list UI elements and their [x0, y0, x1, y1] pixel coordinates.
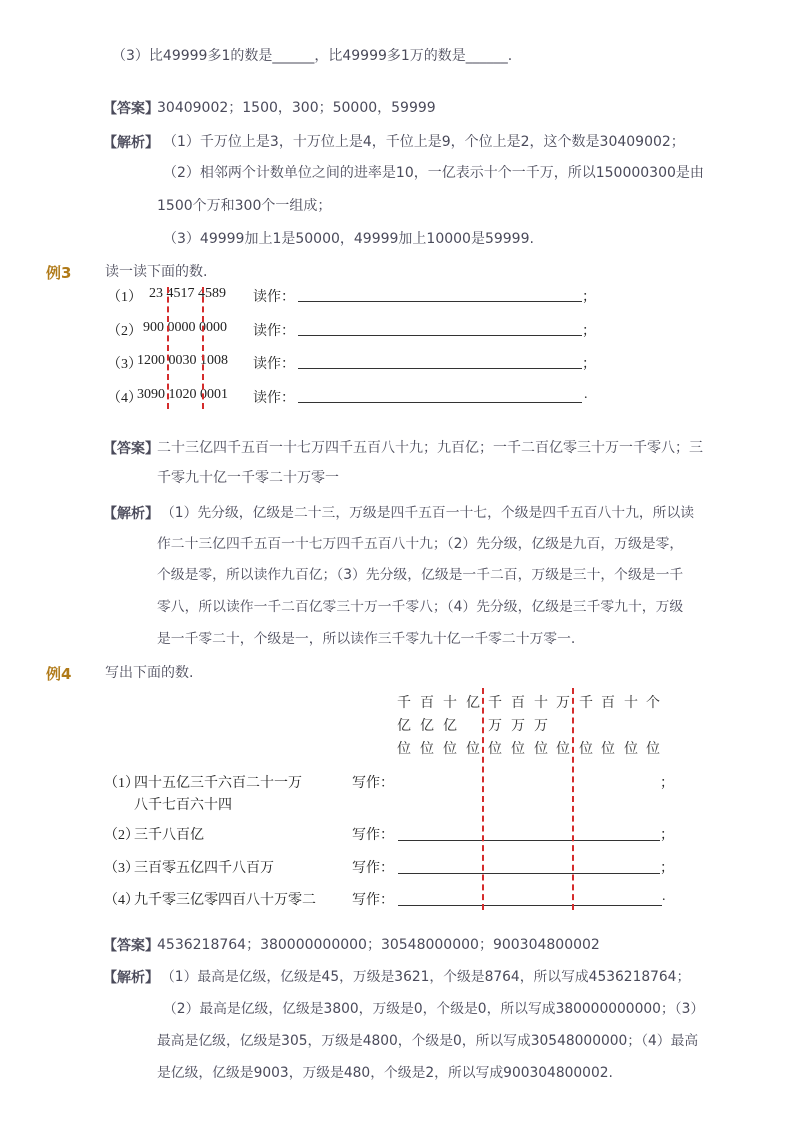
analysis-line: 零八，所以读作一千二百亿零三十万一千零八；（4）先分级，亿级是三千零九十，万级 [157, 599, 684, 615]
question-3-text: （3）比49999多1的数是______，比49999多1万的数是______. [112, 48, 513, 64]
answer-blank-line [398, 873, 660, 874]
place-header-char: 亿 [397, 719, 411, 734]
answer-line: 千零九十亿一千零二十万零一 [157, 470, 339, 486]
place-header-char: 十 [624, 696, 638, 711]
ex4-item-text: 八千七百六十四 [134, 798, 232, 813]
analysis-line: 1500个万和300个一组成； [157, 198, 332, 214]
place-header-char: 十 [443, 696, 457, 711]
ex4-item-text: 四十五亿三千六百二十一万 [134, 776, 302, 791]
place-header-char: 万 [534, 719, 548, 734]
ex4-item-num: （1） [104, 776, 139, 791]
example-4-prompt: 写出下面的数. [105, 665, 194, 681]
analysis-line: 作二十三亿四千五百一十七万四千五百八十九；（2）先分级，亿级是九百，万级是零， [157, 536, 684, 552]
ex4-item-write-label: 写作： [352, 893, 394, 908]
analysis-line: 是亿级，亿级是9003，万级是480，个级是2，所以写成900304800002. [157, 1065, 613, 1081]
ex4-item-text: 三千八百亿 [134, 828, 204, 843]
answer-blank-line [398, 905, 662, 906]
place-header-char: 十 [534, 696, 548, 711]
place-header-char: 位 [420, 742, 434, 757]
place-header-char: 百 [601, 696, 615, 711]
ex4-item-end: ； [660, 861, 674, 876]
place-header-char: 位 [534, 742, 548, 757]
answer-text: 4536218764；380000000000；30548000000；900304800002 [157, 937, 600, 953]
ex3-item-end: . [584, 387, 588, 402]
answer-label: 【答案】 [103, 938, 159, 954]
analysis-line: （1）先分级，亿级是二十三，万级是四千五百一十七，个级是四千五百八十九，所以读 [161, 505, 695, 521]
place-header-char: 百 [420, 696, 434, 711]
ex3-item-value: 23 4517 4589 [149, 286, 226, 301]
level-divider-line [572, 688, 574, 910]
example-3-label: 例3 [46, 264, 72, 282]
analysis-label: 【解析】 [103, 135, 159, 151]
answer-blank-line [298, 368, 582, 369]
ex3-item-write-label: 读作： [253, 357, 295, 372]
answer-label: 【答案】 [103, 441, 159, 457]
ex3-item-num: （1） [107, 290, 142, 305]
level-divider-line [202, 287, 204, 409]
ex4-item-write-label: 写作： [352, 828, 394, 843]
ex4-item-text: 三百零五亿四千八百万 [134, 861, 274, 876]
answer-blank-line [298, 402, 582, 403]
ex4-item-num: （4） [104, 893, 139, 908]
ex3-item-value: 1200 0030 1008 [137, 353, 228, 368]
example-3-prompt: 读一读下面的数. [105, 264, 208, 280]
level-divider-line [167, 287, 169, 409]
analysis-line: （3）49999加上1是50000，49999加上10000是59999. [163, 231, 534, 247]
ex3-item-num: （3） [107, 357, 142, 372]
place-header-char: 位 [579, 742, 593, 757]
ex3-item-value: 900 0000 0000 [143, 320, 227, 335]
answer-blank-line [298, 335, 582, 336]
place-header-char: 亿 [443, 719, 457, 734]
analysis-line: （1）千万位上是3，十万位上是4，千位上是9，个位上是2，这个数是30409002； [163, 134, 685, 150]
ex4-item-end: ； [660, 828, 674, 843]
place-header-char: 位 [443, 742, 457, 757]
example-4-label: 例4 [46, 665, 72, 683]
place-header-char: 位 [397, 742, 411, 757]
level-divider-line [482, 688, 484, 910]
place-header-char: 千 [397, 696, 411, 711]
place-header-char: 万 [556, 696, 570, 711]
analysis-line: （1）最高是亿级，亿级是45，万级是3621，个级是8764，所以写成4536218764； [161, 969, 691, 985]
ex3-item-value: 3090 1020 0001 [137, 387, 228, 402]
ex4-item-write-label: 写作： [352, 861, 394, 876]
ex4-item-write-label: 写作： [352, 776, 394, 791]
analysis-line: 最高是亿级，亿级是305，万级是4800，个级是0，所以写成30548000000；（4）最高 [157, 1033, 699, 1049]
ex4-item-num: （3） [104, 861, 139, 876]
analysis-label: 【解析】 [103, 970, 159, 986]
place-header-char: 位 [511, 742, 525, 757]
place-header-char: 万 [511, 719, 525, 734]
ex4-item-end: . [662, 889, 666, 904]
answer-text: 30409002；1500，300；50000，59999 [157, 100, 436, 116]
ex3-item-write-label: 读作： [253, 290, 295, 305]
ex3-item-write-label: 读作： [253, 391, 295, 406]
ex4-item-text: 九千零三亿零四百八十万零二 [134, 893, 316, 908]
analysis-line: （2）最高是亿级，亿级是3800，万级是0，个级是0，所以写成380000000000；（3） [163, 1001, 705, 1017]
ex3-item-num: （4） [107, 391, 142, 406]
place-header-char: 位 [624, 742, 638, 757]
ex3-item-end: ； [582, 357, 596, 372]
place-header-char: 千 [579, 696, 593, 711]
place-header-char: 亿 [466, 696, 480, 711]
place-header-char: 百 [511, 696, 525, 711]
answer-line: 二十三亿四千五百一十七万四千五百八十九；九百亿；一千二百亿零三十万一千零八；三 [157, 440, 703, 456]
place-header-char: 亿 [420, 719, 434, 734]
ex3-item-end: ； [582, 290, 596, 305]
place-header-char: 位 [488, 742, 502, 757]
analysis-line: （2）相邻两个计数单位之间的进率是10，一亿表示十个一千万，所以150000300是由 [163, 165, 704, 181]
analysis-label: 【解析】 [103, 506, 159, 522]
ex4-item-end: ； [660, 776, 674, 791]
place-header-char: 个 [646, 696, 660, 711]
analysis-line: 是一千零二十，个级是一，所以读作三千零九十亿一千零二十万零一. [157, 631, 576, 647]
place-header-char: 位 [646, 742, 660, 757]
place-header-char: 万 [488, 719, 502, 734]
answer-label: 【答案】 [103, 101, 159, 117]
answer-blank-line [398, 840, 660, 841]
answer-blank-line [298, 301, 582, 302]
ex3-item-write-label: 读作： [253, 324, 295, 339]
ex4-item-num: （2） [104, 828, 139, 843]
ex3-item-end: ； [582, 324, 596, 339]
place-header-char: 位 [466, 742, 480, 757]
analysis-line: 个级是零，所以读作九百亿；（3）先分级，亿级是一千二百，万级是三十，个级是一千 [157, 567, 684, 583]
place-header-char: 位 [556, 742, 570, 757]
ex3-item-num: （2） [107, 324, 142, 339]
place-header-char: 千 [488, 696, 502, 711]
place-header-char: 位 [601, 742, 615, 757]
